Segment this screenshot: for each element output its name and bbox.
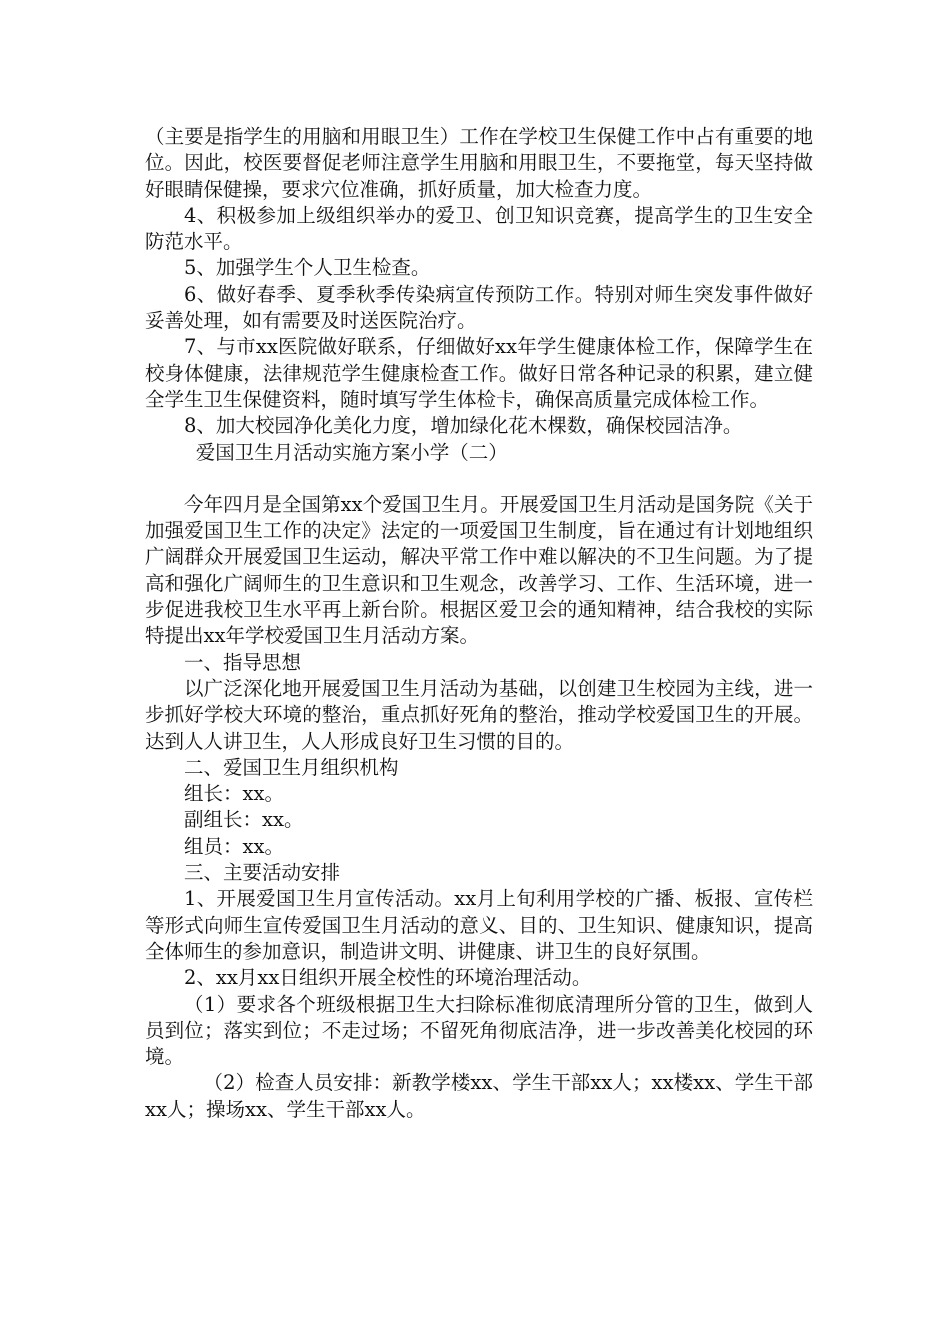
- activity-subitem-1: （1）要求各个班级根据卫生大扫除标准彻底清理所分管的卫生，做到人员到位；落实到位；不走过场；不留死角彻底洁净，进一步改善美化校园的环境。: [145, 992, 813, 1069]
- paragraph-item-6: 6、做好春季、夏季秋季传染病宣传预防工作。特别对师生突发事件做好妥善处理，如有需要及时送医院治疗。: [145, 282, 813, 333]
- heading-guiding-thought: 一、指导思想: [184, 650, 302, 674]
- heading-organization: 二、爱国卫生月组织机构: [184, 755, 399, 779]
- paragraph-item-5: 5、加强学生个人卫生检查。: [184, 256, 431, 280]
- activity-subitem-2: （2）检查人员安排：新教学楼xx、学生干部xx人；xx楼xx、学生干部xx人；操场xx、学生干部xx人。: [145, 1071, 813, 1121]
- paragraph-guiding-thought: 以广泛深化地开展爱国卫生月活动为基础，以创建卫生校园为主线，进一步抓好学校大环境的整治，重点抓好死角的整治，推动学校爱国卫生的开展。达到人人讲卫生，人人形成良好卫生习惯的目的。: [145, 676, 813, 753]
- heading-activities: 三、主要活动安排: [184, 861, 341, 885]
- paragraph-item-8: 8、加大校园净化美化力度，增加绿化花木棵数，确保校园洁净。: [184, 414, 743, 438]
- activity-item-1: 1、开展爱国卫生月宣传活动。xx月上旬利用学校的广播、板报、宣传栏等形式向师生宣传爱国卫生月活动的意义、目的、卫生知识、健康知识，提高全体师生的参加意识，制造讲文明、讲健康、讲卫生的良好氛围。: [145, 887, 813, 963]
- org-leader: 组长：xx。: [184, 782, 284, 806]
- paragraph-item-4: 4、积极参加上级组织举办的爱卫、创卫知识竞赛，提高学生的卫生安全防范水平。: [145, 203, 813, 254]
- document-page: [145, 124, 813, 1123]
- activity-item-2: 2、xx月xx日组织开展全校性的环境治理活动。: [184, 966, 592, 990]
- section-title: 爱国卫生月活动实施方案小学（二）: [195, 440, 508, 464]
- paragraph-continuation: （主要是指学生的用脑和用眼卫生）工作在学校卫生保健工作中占有重要的地位。因此，校医要督促老师注意学生用脑和用眼卫生，不要拖堂，每天坚持做好眼睛保健操，要求穴位准确，抓好质量，加大检查力度。: [145, 125, 813, 201]
- blank-line: [145, 466, 813, 492]
- org-deputy-leader: 副组长：xx。: [184, 808, 304, 832]
- org-members: 组员：xx。: [184, 834, 284, 858]
- paragraph-intro: 今年四月是全国第xx个爱国卫生月。开展爱国卫生月活动是国务院《关于加强爱国卫生工作的决定》法定的一项爱国卫生制度，旨在通过有计划地组织广阔群众开展爱国卫生运动，解决平常工作中难以解决的不卫生问题。为了提高和强化广阔师生的卫生意识和卫生观念，改善学习、工作、生活环境，进一步促进我校卫生水平再上新台阶。根据区爱卫会的通知精神，结合我校的实际特提出xx年学校爱国卫生月活动方案。: [145, 492, 813, 648]
- paragraph-item-7: 7、与市xx医院做好联系，仔细做好xx年学生健康体检工作，保障学生在校身体健康，法律规范学生健康检查工作。做好日常各种记录的积累，建立健全学生卫生保健资料，随时填写学生体检卡，确保高质量完成体检工作。: [145, 335, 813, 411]
